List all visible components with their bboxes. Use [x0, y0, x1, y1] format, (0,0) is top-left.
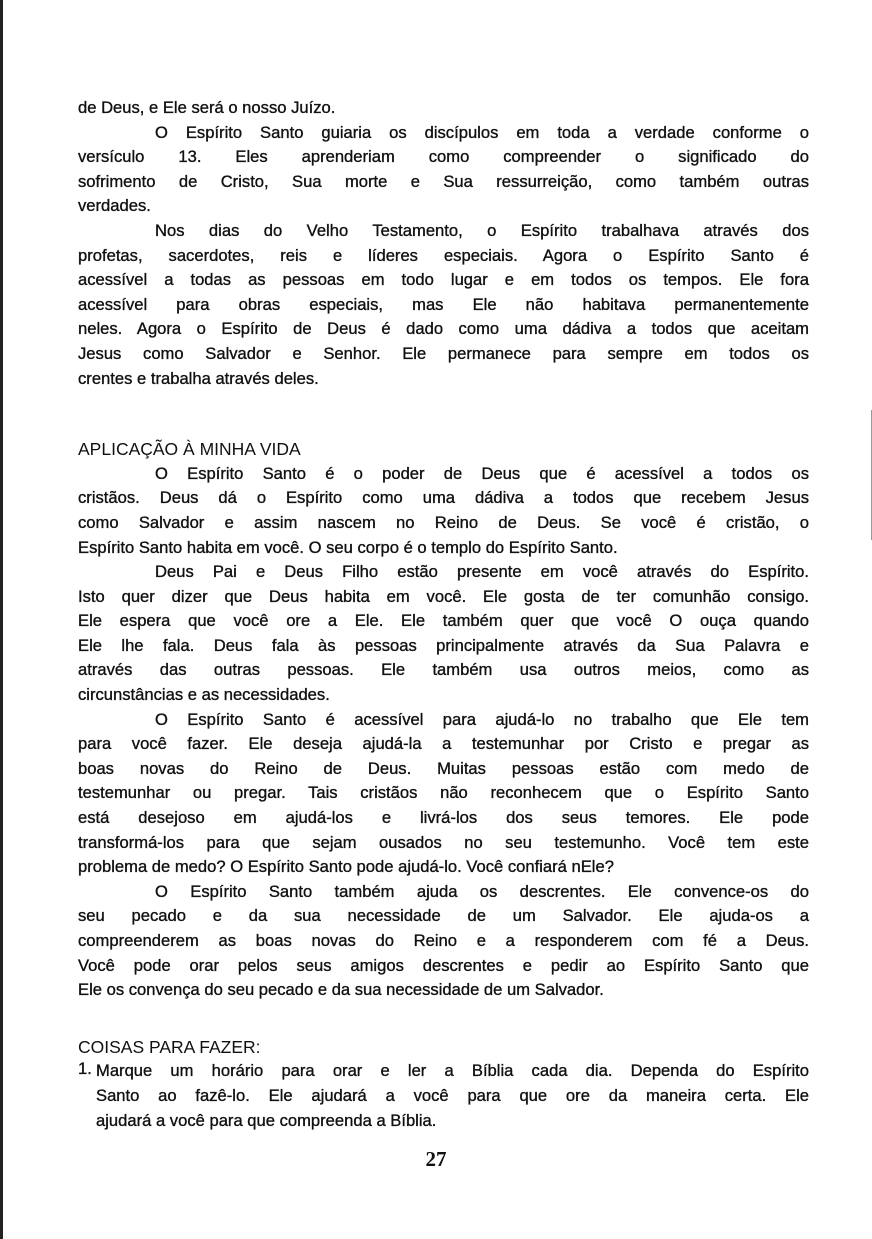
paragraph: [78, 462, 809, 560]
text-line: Ele lhe fala. Deus fala às pessoas principalmente através da Sua Palavra e: [78, 635, 809, 655]
text-line: seu pecado e da sua necessidade de um Salvador. Ele ajuda-os a: [78, 906, 809, 926]
text-line: profetas, sacerdotes, reis e líderes especiais. Agora o Espírito Santo é: [78, 245, 809, 265]
text-line: Jesus como Salvador e Senhor. Ele permanece para sempre em todos os: [78, 343, 809, 363]
section-heading: COISAS PARA FAZER:: [78, 1036, 261, 1057]
scan-edge: [0, 0, 3, 1239]
text-line: verdades.: [78, 196, 151, 216]
text-line: neles. Agora o Espírito de Deus é dado como uma dádiva a todos que aceitam: [78, 319, 809, 339]
text-line: O Espírito Santo é acessível para ajudá-lo no trabalho que Ele tem: [155, 709, 809, 729]
text-line: cristãos. Deus dá o Espírito como uma dádiva a todos que recebem Jesus: [78, 488, 809, 508]
text-line: O Espírito Santo também ajuda os descrentes. Ele convence-os do: [155, 881, 809, 901]
document-page: [78, 96, 809, 1133]
text-line: ajudará a você para que compreenda a Bíblia.: [96, 1110, 437, 1130]
list-item: [78, 1059, 809, 1133]
paragraph: [78, 880, 809, 1003]
text-line: compreenderem as boas novas do Reino e a responderem com fé a Deus.: [78, 931, 809, 950]
text-line: acessível para obras especiais, mas Ele não habitava permanentemente: [78, 294, 809, 314]
section-heading: APLICAÇÃO À MINHA VIDA: [78, 439, 301, 460]
text-line: crentes e trabalha através deles.: [78, 368, 319, 388]
text-line: Santo ao fazê-lo. Ele ajudará a você para que ore da maneira certa. Ele: [96, 1085, 809, 1105]
text-line: como Salvador e assim nascem no Reino de Deus. Se você é cristão, o: [78, 512, 809, 532]
text-line: acessível a todas as pessoas em todo lugar e em todos os tempos. Ele fora: [78, 270, 809, 290]
text-line: Ele espera que você ore a Ele. Ele também quer que você O ouça quando: [78, 611, 809, 631]
text-line: Você pode orar pelos seus amigos descrentes e pedir ao Espírito Santo que: [78, 955, 809, 975]
text-line: sofrimento de Cristo, Sua morte e Sua ressurreição, como também outras: [78, 171, 809, 191]
text-line: Ele os convença do seu pecado e da sua necessidade de um Salvador.: [78, 980, 604, 1000]
text-line: Isto quer dizer que Deus habita em você. Ele gosta de ter comunhão consigo.: [78, 586, 809, 606]
text-line: circunstâncias e as necessidades.: [78, 685, 330, 705]
paragraph: [78, 219, 809, 391]
text-line: boas novas do Reino de Deus. Muitas pessoas estão com medo de: [78, 758, 809, 778]
text-line: através das outras pessoas. Ele também usa outros meios, como as: [78, 660, 809, 680]
text-line: Deus Pai e Deus Filho estão presente em você através do Espírito.: [155, 562, 809, 582]
text-line: testemunhar ou pregar. Tais cristãos não reconhecem que o Espírito Santo: [78, 783, 809, 803]
list-item-body: [96, 1059, 809, 1133]
text-line: problema de medo? O Espírito Santo pode ajudá-lo. Você confiará nEle?: [78, 857, 614, 877]
list-number: 1.: [78, 1059, 92, 1079]
text-line: está desejoso em ajudá-los e livrá-los dos seus temores. Ele pode: [78, 808, 809, 828]
text-line: de Deus, e Ele será o nosso Juízo.: [78, 98, 336, 117]
text-line: transformá-los para que sejam ousados no seu testemunho. Você tem este: [78, 832, 809, 852]
paragraph: [78, 560, 809, 708]
paragraph: [78, 96, 809, 121]
text-line: Marque um horário para orar e ler a Bíblia cada dia. Dependa do Espírito: [96, 1061, 809, 1081]
paragraph: [78, 121, 809, 219]
text-line: O Espírito Santo é o poder de Deus que é acessível a todos os: [155, 463, 809, 483]
paragraph: [78, 708, 809, 880]
text-line: Nos dias do Velho Testamento, o Espírito trabalhava através dos: [155, 220, 809, 240]
text-line: O Espírito Santo guiaria os discípulos em toda a verdade conforme o: [155, 122, 809, 142]
text-line: Espírito Santo habita em você. O seu corpo é o templo do Espírito Santo.: [78, 537, 618, 557]
text-line: versículo 13. Eles aprenderiam como compreender o significado do: [78, 147, 809, 167]
text-line: para você fazer. Ele deseja ajudá-la a testemunhar por Cristo e pregar as: [78, 734, 809, 754]
page-number: 27: [425, 1147, 447, 1171]
